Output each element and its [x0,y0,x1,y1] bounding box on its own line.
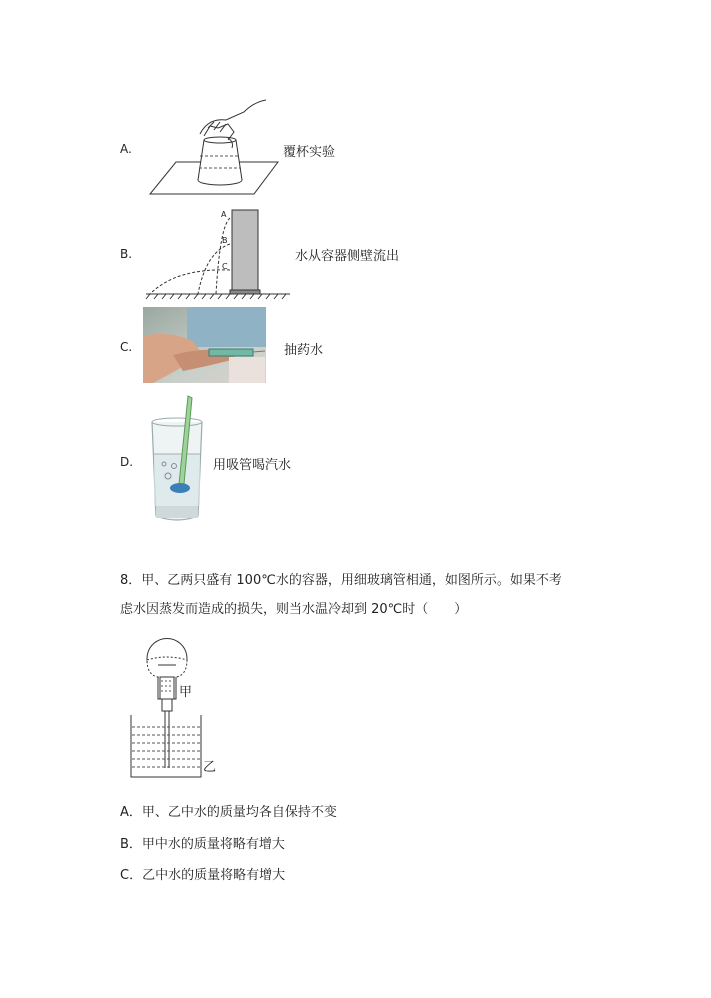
choice-b[interactable]: B．甲中水的质量将略有增大 [120,837,285,852]
side-wall-water-figure [146,206,292,302]
hole-label-a: A [221,210,227,219]
question-8-line-2: 虑水因蒸发而造成的损失，则当水温冷却到 20℃时（ ） [120,602,468,617]
option-b-letter: B. [120,247,133,261]
connected-containers-figure [128,635,208,781]
option-d-letter: D. [120,455,134,469]
label-jia: 甲 [179,685,193,700]
syringe-photo [143,307,266,383]
option-a-caption: 覆杯实验 [283,145,336,160]
straw-glass-figure [148,394,206,524]
option-b-caption: 水从容器侧壁流出 [295,249,400,264]
question-8-line-1: 8．甲、乙两只盛有 100℃水的容器，用细玻璃管相通，如图所示。如果不考 [120,573,562,588]
option-c-letter: C. [120,340,133,354]
label-yi: 乙 [203,760,217,775]
choice-a[interactable]: A．甲、乙中水的质量均各自保持不变 [120,805,337,820]
hole-label-c: C [222,262,228,271]
option-a-letter: A. [120,142,132,156]
choice-c[interactable]: C．乙中水的质量将略有增大 [120,868,286,883]
option-d-caption: 用吸管喝汽水 [213,458,292,473]
cup-experiment-figure [148,98,280,196]
hole-label-b: B [222,236,228,245]
option-c-caption: 抽药水 [284,343,324,358]
